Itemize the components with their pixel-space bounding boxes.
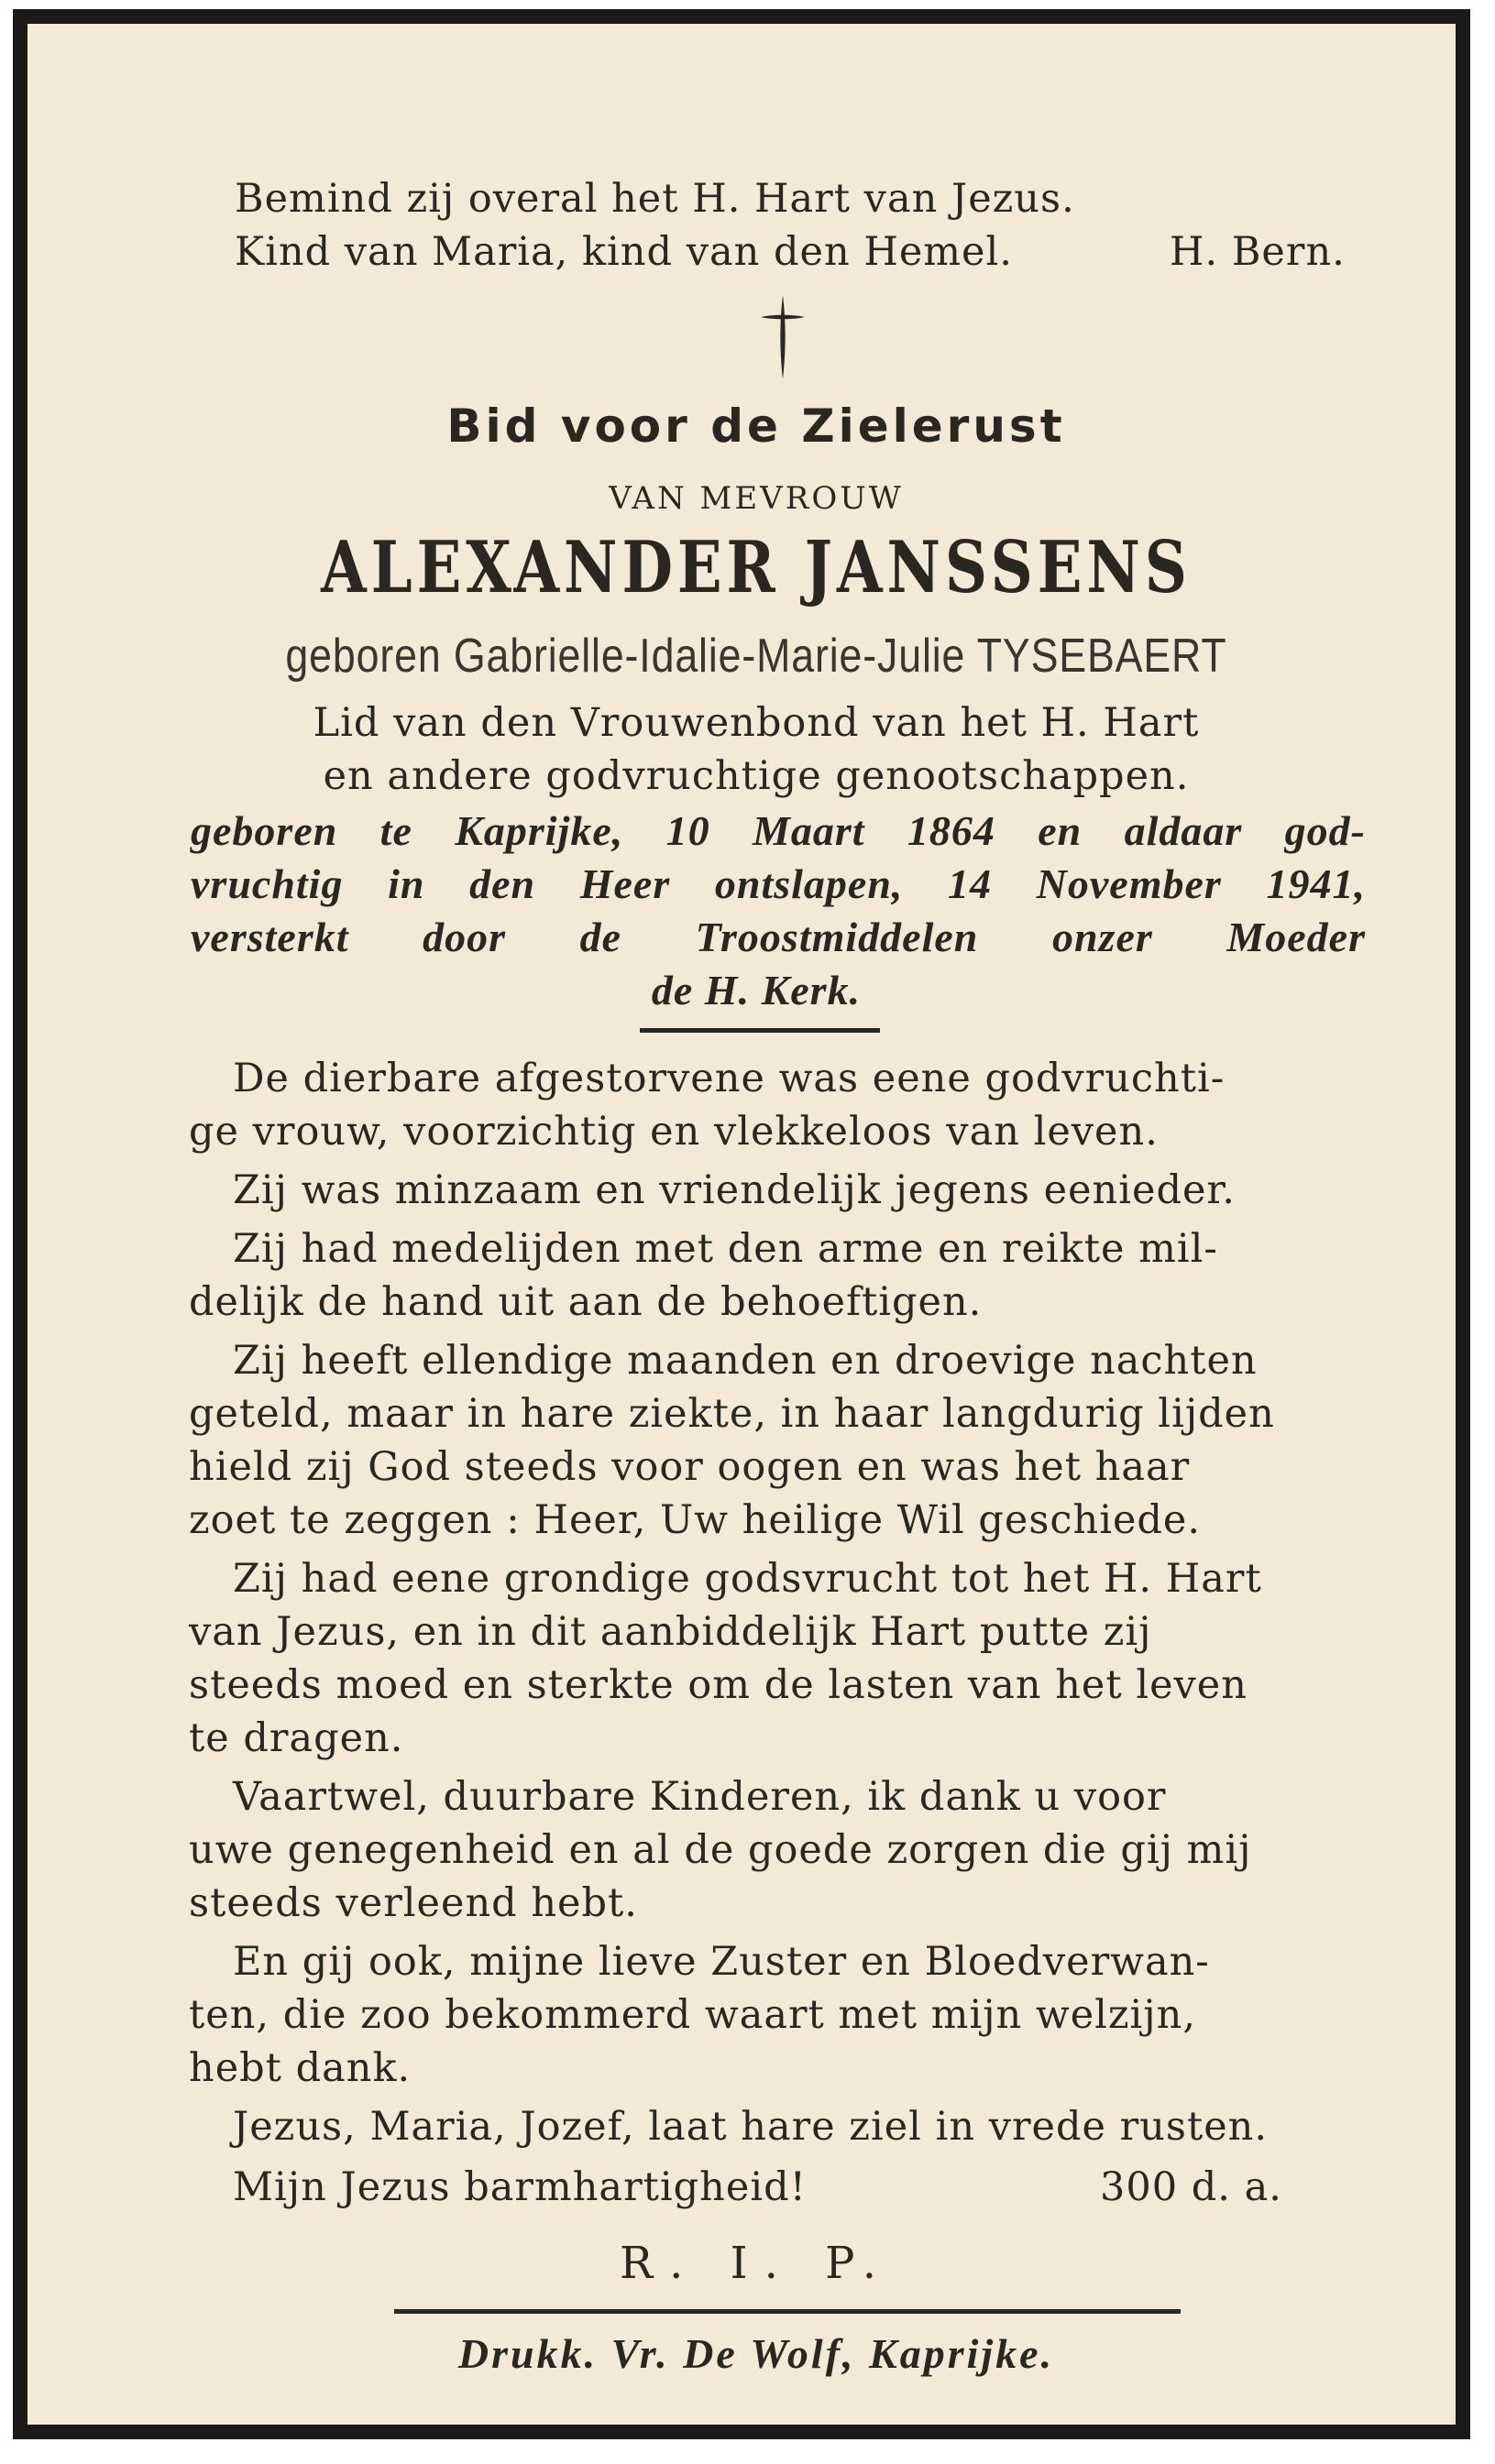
deceased-name: ALEXANDER JANSSENS — [321, 526, 1192, 609]
body-line: geteld, maar in hare ziekte, in haar langdurig lijden — [189, 1391, 1275, 1437]
word: Troostmiddelen — [695, 914, 979, 960]
printer-credit: Drukk. Vr. De Wolf, Kaprijke. — [457, 2330, 1055, 2377]
body-line: ten, die zoo bekommerd waart met mijn welzijn, — [189, 1992, 1196, 2038]
quote-line-1: Bemind zij overal het H. Hart van Jezus. — [235, 176, 1075, 222]
body-line: hield zij God steeds voor oogen en was het haar — [189, 1444, 1191, 1490]
body-line: delijk de hand uit aan de behoeftigen. — [189, 1279, 983, 1325]
word: de — [579, 914, 622, 960]
word: den — [469, 860, 536, 907]
body-line: ge vrouw, voorzichtig en vlekkeloos van leven. — [189, 1109, 1159, 1155]
body-line: En gij ook, mijne lieve Zuster en Bloedverwan- — [233, 1939, 1210, 1985]
word: te — [379, 807, 412, 854]
word: door — [423, 914, 507, 960]
dates-line-2 — [191, 860, 1366, 908]
body-line: Zij heeft ellendige maanden en droevige nachten — [233, 1338, 1258, 1384]
word: onzer — [1051, 914, 1153, 960]
van-mevrouw: VAN MEVROUW — [609, 480, 904, 517]
dates-line-1 — [191, 806, 1366, 855]
body-line: Zij was minzaam en vriendelijk jegens eenieder. — [233, 1167, 1236, 1213]
word: vruchtig — [191, 860, 344, 907]
word: aldaar — [1124, 807, 1243, 854]
membership-line-2: en andere godvruchtige genootschappen. — [323, 753, 1190, 799]
word: ontslapen, — [714, 860, 904, 907]
word: versterkt — [191, 914, 349, 960]
body-line: De dierbare afgestorvene was eene godvruchti- — [233, 1056, 1226, 1101]
quote-line-2: Kind van Maria, kind van den Hemel. — [235, 229, 1013, 275]
body-line: Zij had eene grondige godsvrucht tot het H. Hart — [233, 1556, 1262, 1602]
body-line: van Jezus, en in dit aanbiddelijk Hart putte zij — [189, 1609, 1152, 1655]
closing-prayer: Jezus, Maria, Jozef, laat hare ziel in vrede rusten. — [233, 2104, 1269, 2150]
word: 14 — [948, 860, 993, 907]
short-divider — [640, 1028, 880, 1033]
body-line: steeds moed en sterkte om de lasten van het leven — [189, 1662, 1248, 1708]
word: 10 — [665, 807, 710, 854]
word: 1864 — [907, 807, 995, 854]
word: god- — [1284, 807, 1366, 854]
word: November — [1036, 860, 1222, 907]
rip-text: R. I. P. — [620, 2238, 893, 2289]
word: Kaprijke, — [455, 807, 624, 854]
word: geboren — [191, 807, 338, 854]
word: Maart — [752, 807, 865, 854]
body-line: uwe genegenheid en al de goede zorgen die gij mij — [189, 1827, 1252, 1873]
indulgence-note: 300 d. a. — [1100, 2164, 1282, 2210]
dates-line-4: de H. Kerk. — [651, 967, 862, 1013]
body-line: te dragen. — [189, 1715, 404, 1761]
membership-line-1: Lid van den Vrouwenbond van het H. Hart — [313, 700, 1200, 746]
latin-cross-icon — [755, 291, 810, 383]
memorial-card — [13, 9, 1470, 2439]
pray-heading: Bid voor de Zielerust — [446, 400, 1066, 453]
birth-name: geboren Gabrielle-Idalie-Marie-Julie TYSEBAERT — [285, 630, 1227, 683]
word: Moeder — [1226, 914, 1366, 960]
body-line: Vaartwel, duurbare Kinderen, ik dank u voor — [233, 1774, 1167, 1820]
closing-mercy: Mijn Jezus barmhartigheid! — [233, 2164, 807, 2210]
quote-attribution: H. Bern. — [1170, 229, 1346, 275]
word: Heer — [579, 860, 671, 907]
word: 1941, — [1266, 860, 1366, 907]
body-line: steeds verleend hebt. — [189, 1880, 638, 1926]
word: en — [1038, 807, 1083, 854]
body-line: zoet te zeggen : Heer, Uw heilige Wil geschiede. — [189, 1497, 1202, 1543]
dates-line-3 — [191, 913, 1366, 961]
body-line: Zij had medelijden met den arme en reikte mil- — [233, 1226, 1218, 1272]
long-divider — [394, 2309, 1181, 2314]
body-line: hebt dank. — [189, 2045, 412, 2091]
word: in — [388, 860, 425, 907]
